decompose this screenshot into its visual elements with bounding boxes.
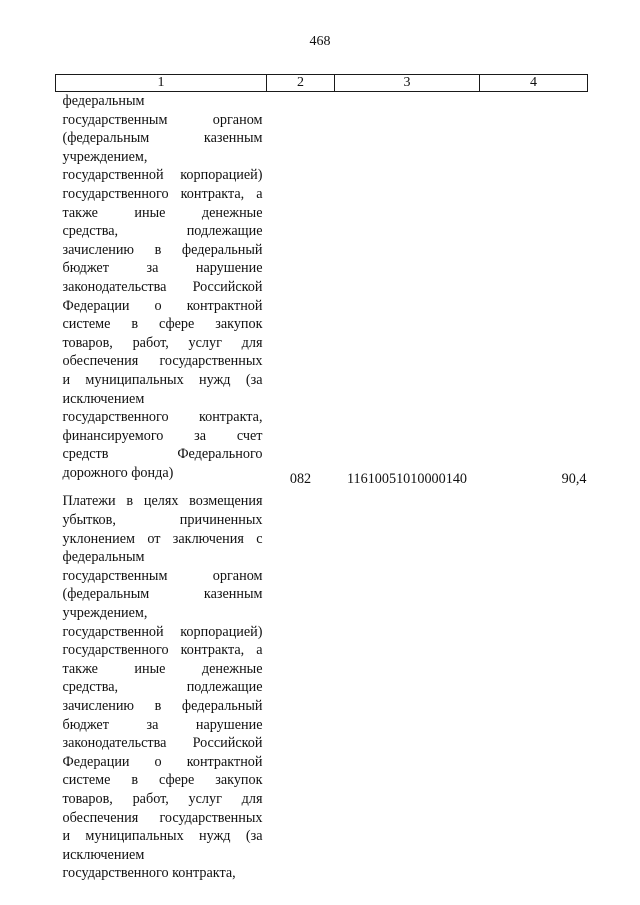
description-line: государственного контракта, xyxy=(62,409,263,426)
description-line: товаров, работ, услуг для xyxy=(62,790,263,807)
description-line: государственного контракта, а xyxy=(62,642,263,659)
description-line: федеральным xyxy=(62,93,145,109)
row-description xyxy=(56,92,267,489)
description-line: бюджет за нарушение xyxy=(62,260,263,277)
description-line: федеральным xyxy=(62,549,145,566)
description-line: товаров, работ, услуг для xyxy=(62,334,263,351)
description-line: (федеральным казенным xyxy=(62,130,263,147)
description-line: средства, подлежащие xyxy=(62,679,263,696)
budget-income-table xyxy=(55,74,588,883)
description-line: бюджет за нарушение xyxy=(62,716,263,733)
income-classification-code xyxy=(335,488,480,882)
description-line: финансируемого за счет xyxy=(62,427,263,444)
description-line: и муниципальных нужд (за xyxy=(62,371,263,388)
description-line: и муниципальных нужд (за xyxy=(62,828,263,845)
description-line: исключением xyxy=(62,390,145,407)
page-number: 468 xyxy=(309,34,331,49)
description-line: государственного контракта, а xyxy=(62,185,263,202)
description-line: средства, подлежащие xyxy=(62,223,263,240)
amount-value: 90,4 xyxy=(561,470,587,487)
description-line: также иные денежные xyxy=(62,204,263,221)
description-line: зачислению в федеральный xyxy=(62,241,263,258)
description-line: зачислению в федеральный xyxy=(62,698,263,714)
description-line: уклонением от заключения с xyxy=(62,530,263,547)
description-line: государственного контракта, xyxy=(62,865,236,882)
description-line: обеспечения государственных xyxy=(62,809,263,826)
column-header-3: 3 xyxy=(335,75,480,92)
description-line: системе в сфере закупок xyxy=(62,772,263,789)
description-line: средств Федерального xyxy=(62,446,263,463)
description-line: Федерации о контрактной xyxy=(62,297,263,314)
description-line: убытков, причиненных xyxy=(62,512,263,529)
description-line: государственной корпорацией) xyxy=(62,167,263,184)
table-row xyxy=(56,92,588,489)
administrator-code xyxy=(267,488,335,882)
description-line: учреждением, xyxy=(62,605,148,622)
column-header-2: 2 xyxy=(267,75,335,92)
description-line: также иные денежные xyxy=(62,660,263,677)
amount-value xyxy=(480,488,588,882)
description-line: законодательства Российской xyxy=(62,735,263,752)
column-header-1: 1 xyxy=(56,75,267,92)
description-line: (федеральным казенным xyxy=(62,586,263,603)
description-line: государственной корпорацией) xyxy=(62,623,263,640)
description-line: системе в сфере закупок xyxy=(62,316,263,333)
description-line: Федерации о контрактной xyxy=(62,753,263,770)
description-line: государственным органом xyxy=(62,111,263,128)
income-classification-code: 11610051010000140 xyxy=(346,470,468,487)
row-description xyxy=(56,488,267,882)
description-line: исключением xyxy=(62,846,145,863)
description-line: дорожного фонда) xyxy=(62,464,174,481)
column-number-header-row xyxy=(56,75,588,92)
description-line: Платежи в целях возмещения xyxy=(62,493,263,510)
description-line: государственным органом xyxy=(62,567,263,584)
description-line: законодательства Российской xyxy=(62,278,263,295)
table-row xyxy=(56,488,588,882)
column-header-4: 4 xyxy=(480,75,588,92)
description-line: обеспечения государственных xyxy=(62,353,263,370)
administrator-code: 082 xyxy=(289,470,312,487)
description-line: учреждением, xyxy=(62,148,148,165)
